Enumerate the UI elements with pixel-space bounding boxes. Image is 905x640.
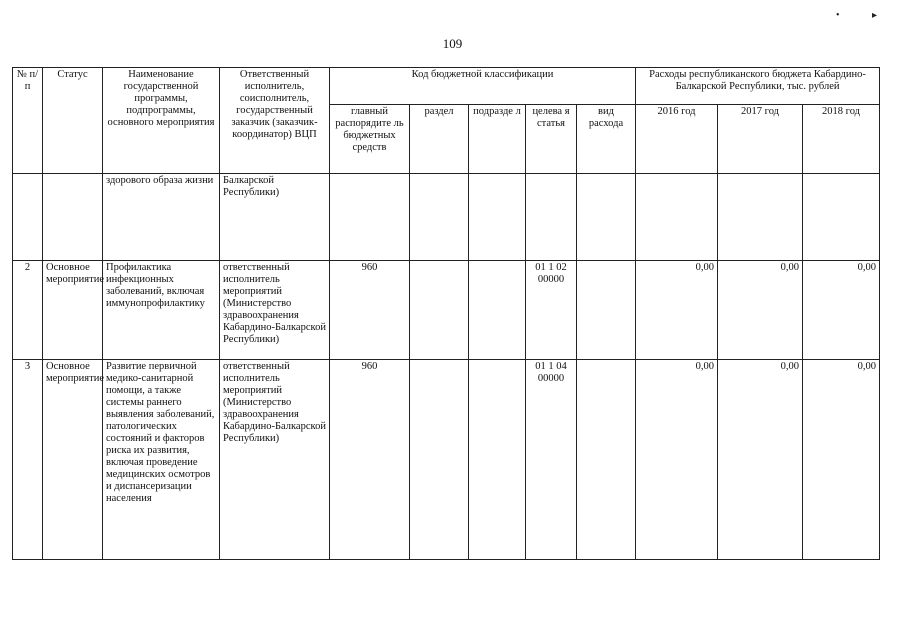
cell-grbs: 960 — [330, 261, 410, 360]
header-num: № п/п — [13, 68, 43, 174]
table-row — [13, 360, 880, 560]
cell-podrazdel — [469, 360, 526, 560]
table-row — [13, 261, 880, 360]
cell-vid — [577, 174, 636, 261]
header-name: Наименование государственной программы, подпрограммы, основного мероприятия — [103, 68, 220, 174]
cell-num: 2 — [13, 261, 43, 360]
cell-celevaya: 01 1 02 00000 — [526, 261, 577, 360]
budget-table — [12, 67, 880, 560]
cell-num: 3 — [13, 360, 43, 560]
cell-podrazdel — [469, 261, 526, 360]
header-expenses-group: Расходы республиканского бюджета Кабардино-Балкарской Республики, тыс. рублей — [636, 68, 880, 105]
header-row-1 — [13, 68, 880, 105]
cell-vid — [577, 360, 636, 560]
cell-celevaya — [526, 174, 577, 261]
header-vid: вид расхода — [577, 105, 636, 174]
header-status: Статус — [43, 68, 103, 174]
header-razdel: раздел — [410, 105, 469, 174]
cell-2016 — [636, 174, 718, 261]
header-2017: 2017 год — [718, 105, 803, 174]
header-2018: 2018 год — [803, 105, 880, 174]
cell-vid — [577, 261, 636, 360]
cell-2017: 0,00 — [718, 261, 803, 360]
cell-2016: 0,00 — [636, 360, 718, 560]
cell-grbs: 960 — [330, 360, 410, 560]
cell-2018: 0,00 — [803, 261, 880, 360]
cell-2017: 0,00 — [718, 360, 803, 560]
cell-2018: 0,00 — [803, 360, 880, 560]
cell-name: Профилактика инфекционных заболеваний, включая иммунопрофилактику — [103, 261, 220, 360]
page-number: 109 — [442, 36, 463, 51]
header-executor: Ответственный исполнитель, соисполнитель, государственный заказчик (заказчик-координатор) ВЦП — [220, 68, 330, 174]
cell-celevaya: 01 1 04 00000 — [526, 360, 577, 560]
cell-executor: Балкарской Республики) — [220, 174, 330, 261]
header-kbk-group: Код бюджетной классификации — [330, 68, 636, 105]
cell-executor: ответственный исполнитель мероприятий (Министерство здравоохранения Кабардино-Балкарской Республики) — [220, 360, 330, 560]
cell-2016: 0,00 — [636, 261, 718, 360]
cell-razdel — [410, 360, 469, 560]
cell-name: Развитие первичной медико-санитарной помощи, а также системы раннего выявления заболеваний, патологических состояний и факторов риска их развития, включая проведение медицинских осмотров и диспансеризации населения — [103, 360, 220, 560]
header-podrazdel: подразде л — [469, 105, 526, 174]
cell-2017 — [718, 174, 803, 261]
header-grbs: главный распорядите ль бюджетных средств — [330, 105, 410, 174]
cell-executor: ответственный исполнитель мероприятий (Министерство здравоохранения Кабардино-Балкарской Республики) — [220, 261, 330, 360]
cell-num — [13, 174, 43, 261]
cell-podrazdel — [469, 174, 526, 261]
cell-razdel — [410, 261, 469, 360]
table-row — [13, 174, 880, 261]
cell-name: здорового образа жизни — [103, 174, 220, 261]
header-celevaya: целева я статья — [526, 105, 577, 174]
cell-status: Основное мероприятие — [43, 360, 103, 560]
scan-mark-arrow: ▸ — [872, 10, 878, 21]
cell-2018 — [803, 174, 880, 261]
cell-grbs — [330, 174, 410, 261]
cell-status — [43, 174, 103, 261]
cell-razdel — [410, 174, 469, 261]
scan-mark-dot: • — [836, 10, 840, 21]
cell-status: Основное мероприятие — [43, 261, 103, 360]
header-2016: 2016 год — [636, 105, 718, 174]
